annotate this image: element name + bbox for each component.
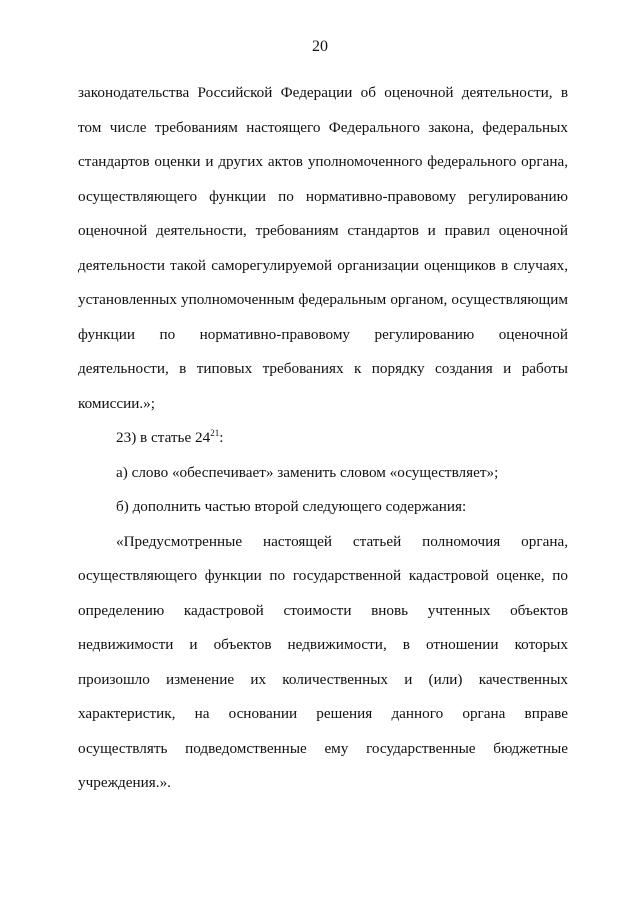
text-line: стандартов оценки и других актов уполномоченного федерального органа, [78,153,568,170]
item-a: а) слово «обеспечивает» заменить словом «осуществляет»; [116,463,499,481]
text-line: деятельности, в типовых требованиях к порядку создания и работы [78,360,568,377]
text-line: осуществляющего функции по нормативно-правовому регулированию [78,187,568,205]
text-line: характеристик, на основании решения данного органа вправе [78,705,568,722]
text-line: недвижимости и объектов недвижимости, в отношении которых [78,636,568,653]
text-line: «Предусмотренные настоящей статьей полномочия органа, [116,532,568,550]
text-line: законодательства Российской Федерации об оценочной деятельности, в [78,84,568,101]
article-superscript: 21 [210,427,220,438]
text-line: деятельности такой саморегулируемой организации оценщиков в случаях, [78,256,568,274]
text-line: произошло изменение их количественных и (или) качественных [78,670,568,688]
item-23 [78,421,568,456]
text-line: комиссии.»; [78,394,155,412]
item-23-colon: : [219,429,224,446]
text-line: установленных уполномоченным федеральным органом, осуществляющим [78,291,568,308]
item-23-text: 23) в статье 24 [116,429,211,446]
paragraph-continuation [78,76,568,421]
text-line: том числе требованиям настоящего Федерального закона, федеральных [78,118,568,136]
text-line: оценочной деятельности, требованиям стандартов и правил оценочной [78,222,568,239]
text-line: определению кадастровой стоимости вновь учтенных объектов [78,601,568,619]
text-line: функции по нормативно-правовому регулированию оценочной [78,325,568,343]
text-line: учреждения.». [78,774,171,791]
document-body [78,76,568,801]
item-b: б) дополнить частью второй следующего содержания: [116,498,467,515]
page-number: 20 [312,38,328,55]
text-line: осуществлять подведомственные ему государственные бюджетные [78,739,568,757]
text-line: осуществляющего функции по государственной кадастровой оценке, по [78,567,568,584]
quoted-paragraph [78,525,568,801]
